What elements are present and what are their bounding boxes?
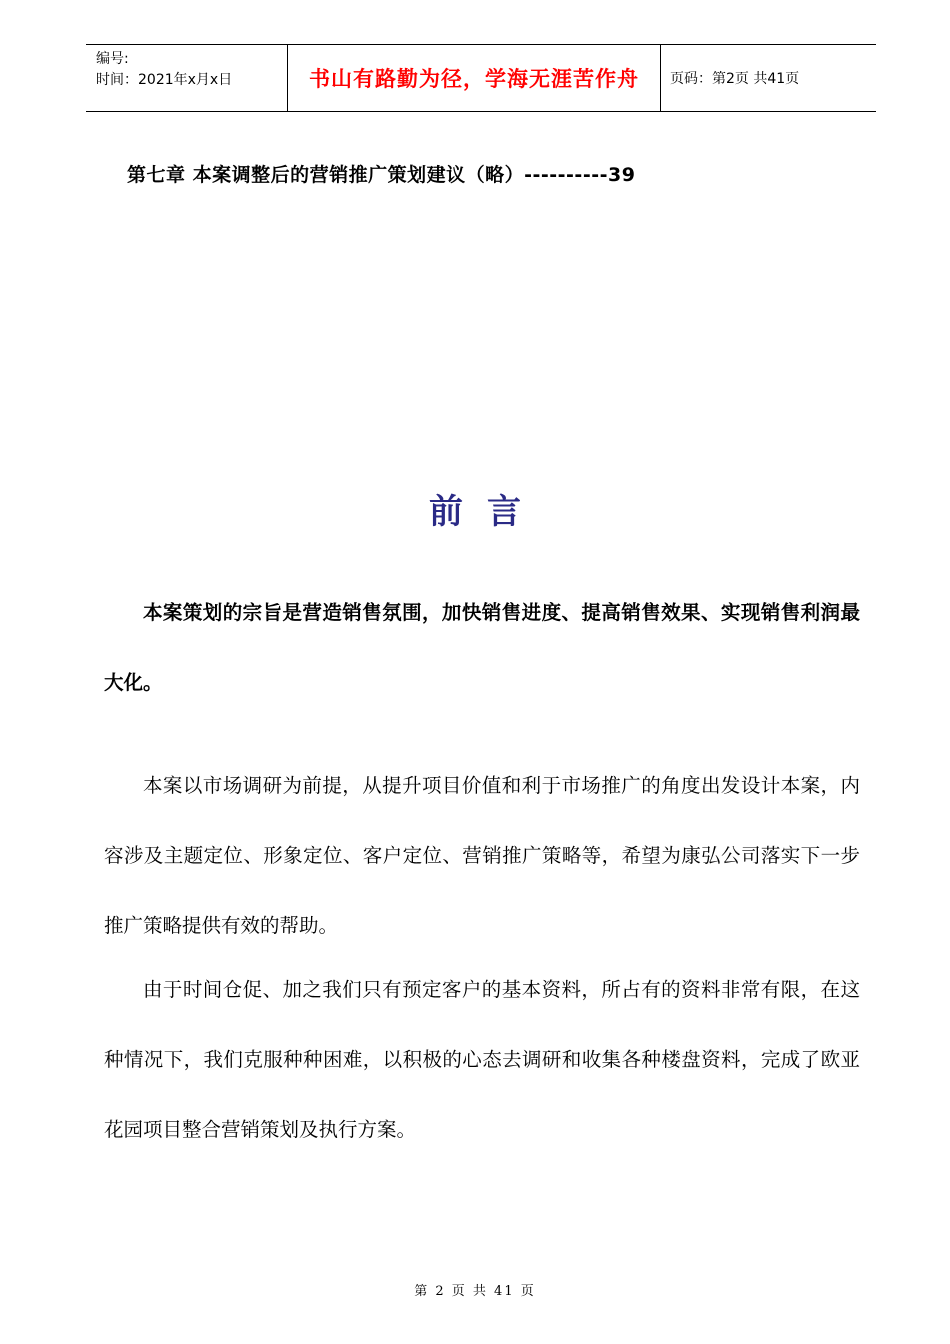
page-header — [86, 44, 876, 112]
preface-title: 前言 — [429, 492, 545, 532]
page-footer: 第 2 页 共 41 页 — [414, 1284, 536, 1299]
header-motto: 书山有路勤为径，学海无涯苦作舟 — [287, 45, 661, 111]
header-number-label: 编号: — [96, 51, 129, 67]
preface-paragraph-3: 由于时间仓促、加之我们只有预定客户的基本资料，所占有的资料非常有限，在这种情况下，我们克服种种困难，以积极的心态去调研和收集各种楼盘资料，完成了欧亚花园项目整合营销策划及执行方案。 — [104, 978, 860, 1141]
toc-entry-chapter-7: 第七章 本案调整后的营销推广策划建议（略）----------39 — [127, 164, 636, 186]
header-page-info: 页码：第2页 共41页 — [670, 71, 800, 87]
preface-paragraph-2: 本案以市场调研为前提，从提升项目价值和利于市场推广的角度出发设计本案，内容涉及主题定位、形象定位、客户定位、营销推广策略等，希望为康弘公司落实下一步推广策略提供有效的帮助。 — [104, 774, 860, 937]
header-time-label: 时间：2021年x月x日 — [96, 72, 233, 88]
header-meta — [86, 45, 287, 111]
preface-paragraph-1: 本案策划的宗旨是营造销售氛围，加快销售进度、提高销售效果、实现销售利润最大化。 — [104, 601, 860, 694]
